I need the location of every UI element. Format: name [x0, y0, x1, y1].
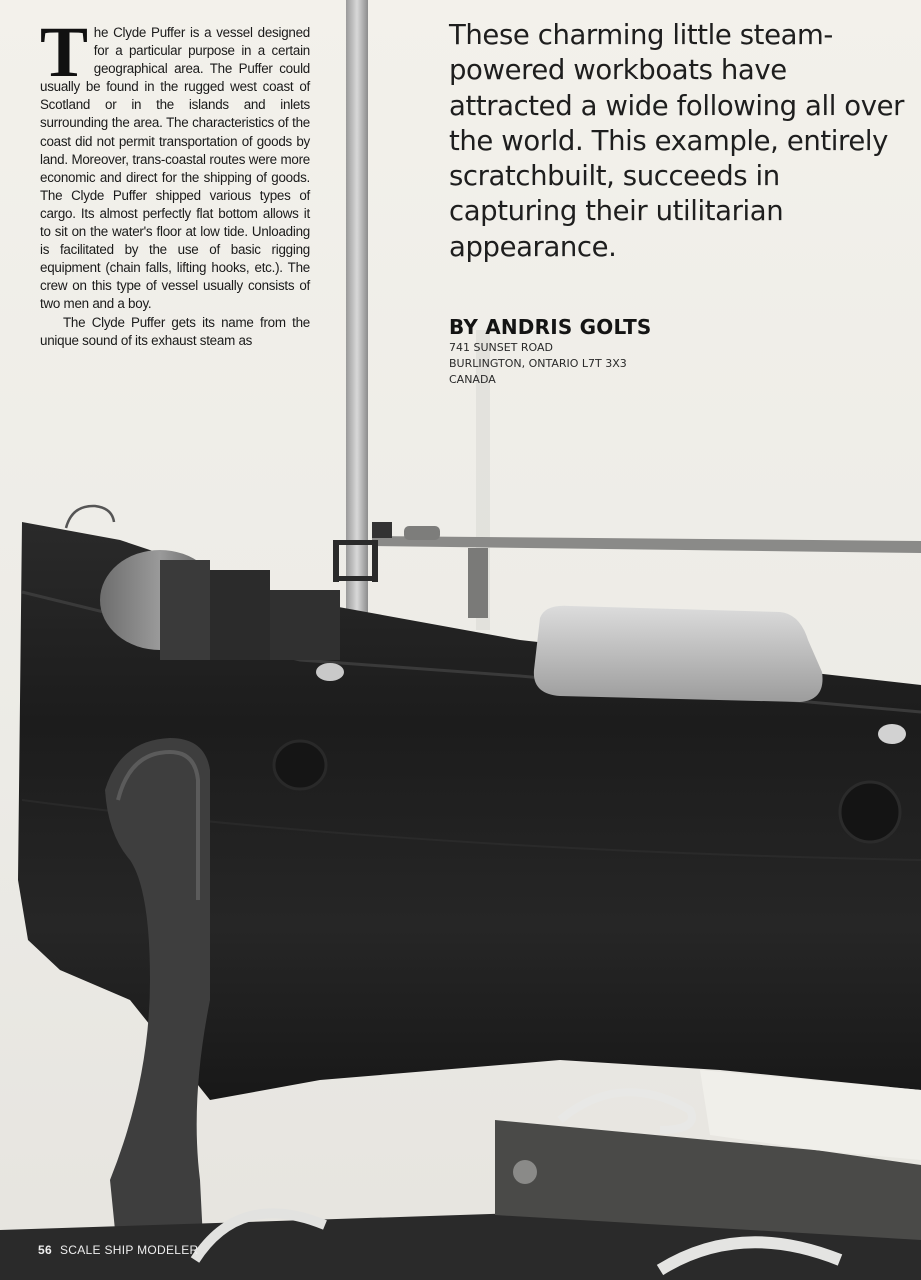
rear-stanchion [468, 548, 488, 618]
article-paragraph: he Clyde Puffer is a vessel designed for a particular purpose in a certain geographical area. The Puffer could usually be found in the rugged west coast of Scotland or in the islands and inlets surrounding the area. The characteristics of the coast did not permit transportation of goods by land. Moreover, trans-coastal routes were more economic and direct for the shipping of goods. The Clyde Puffer shipped various types of cargo. Its almost perfectly flat bottom allows it to sit on the water's floor at low tide. Unloading is facilitated by the use of basic rigging equipment (chain falls, lifting hooks, etc.). The crew on this type of vessel usually consists of two men and a boy. [40, 25, 310, 312]
article-deck: These charming little steam-powered workboats have attracted a wide following all over the world. This example, entirely scratchbuilt, succeeds in capturing their utilitarian appearance. [449, 19, 905, 263]
deck-fitting [316, 663, 344, 681]
spar-fitting [404, 526, 440, 540]
mast [346, 0, 368, 665]
publication-name: SCALE SHIP MODELER [59, 1243, 199, 1257]
drop-cap: T [40, 12, 88, 92]
deck-hatch [534, 606, 823, 702]
page-number: 56 [38, 1243, 52, 1257]
article-paragraph: The Clyde Puffer gets its name from the unique sound of its exhaust steam as [40, 314, 310, 348]
address-line: 741 SUNSET ROAD [449, 341, 554, 354]
porthole [840, 782, 900, 842]
base-screw [513, 1160, 537, 1184]
address-line: BURLINGTON, ONTARIO L7T 3X3 [449, 357, 627, 370]
page-footer [38, 1243, 199, 1257]
address-line: CANADA [449, 373, 496, 386]
deck-fitting [878, 724, 906, 744]
byline [449, 314, 809, 388]
porthole [274, 741, 326, 789]
author-name: BY ANDRIS GOLTS [449, 315, 652, 339]
article-body [40, 12, 310, 350]
